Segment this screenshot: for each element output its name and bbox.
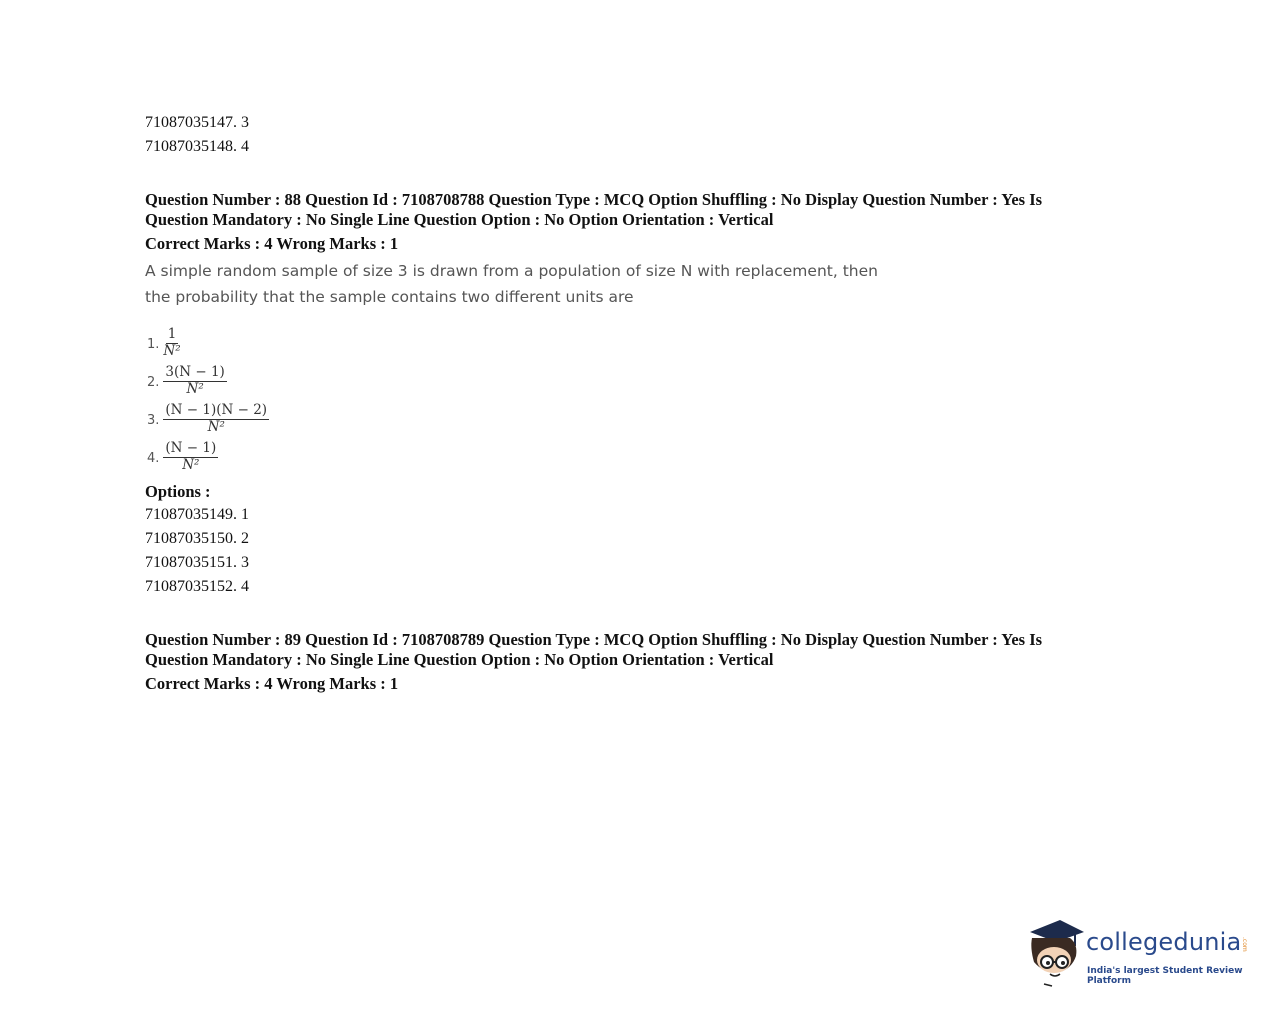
q88-question-text [145, 258, 878, 310]
choice-number: 2. [147, 374, 160, 390]
choice-number: 4. [147, 450, 160, 466]
q88-option-3: 71087035151. 3 [145, 554, 249, 571]
q88-option-1: 71087035149. 1 [145, 506, 249, 523]
fraction [163, 441, 218, 473]
q89-meta [145, 630, 1042, 670]
denominator: N² [207, 419, 225, 435]
denominator: N² [186, 381, 204, 397]
q88-choice-1 [147, 327, 181, 359]
prev-options [145, 111, 249, 159]
fraction [163, 403, 269, 435]
numerator: (N − 1) [165, 440, 217, 456]
numerator: 1 [167, 326, 177, 342]
q88-choice-2 [147, 365, 227, 397]
q89-meta-line1: Question Number : 89 Question Id : 7108708789 Question Type : MCQ Option Shuffling : No Display Question Number : Yes Is [145, 630, 1043, 649]
q88-marks: Correct Marks : 4 Wrong Marks : 1 [145, 234, 399, 253]
choice-number: 3. [147, 412, 160, 428]
numerator: (N − 1)(N − 2) [165, 402, 268, 418]
denominator: N² [163, 343, 181, 359]
q88-meta-line2: Question Mandatory : No Single Line Question Option : No Option Orientation : Vertical [145, 210, 774, 229]
q88-meta [145, 190, 1042, 230]
q88-choice-4 [147, 441, 218, 473]
q88-text-line2: the probability that the sample contains two different units are [145, 288, 634, 306]
choice-number: 1. [147, 336, 160, 352]
denominator: N² [182, 457, 200, 473]
prev-option-1: 71087035147. 3 [145, 114, 249, 131]
q88-option-2: 71087035150. 2 [145, 530, 249, 547]
q89-marks: Correct Marks : 4 Wrong Marks : 1 [145, 674, 399, 693]
q89-meta-line2: Question Mandatory : No Single Line Question Option : No Option Orientation : Vertical [145, 650, 774, 669]
logo-wordmark: collegedunia [1086, 928, 1242, 956]
logo-com: .com [1241, 937, 1248, 952]
q88-options-label: Options : [145, 482, 211, 501]
fraction [163, 365, 226, 397]
logo-tagline: India's largest Student Review Platform [1087, 966, 1243, 986]
numerator: 3(N − 1) [165, 364, 225, 380]
q88-choice-3 [147, 403, 269, 435]
q88-text-line1: A simple random sample of size 3 is drawn from a population of size N with replacement, then [145, 262, 878, 280]
q88-option-4: 71087035152. 4 [145, 578, 249, 595]
prev-option-2: 71087035148. 4 [145, 138, 249, 155]
q88-options [145, 503, 249, 599]
fraction [163, 327, 180, 359]
q88-meta-line1: Question Number : 88 Question Id : 7108708788 Question Type : MCQ Option Shuffling : No Display Question Number : Yes Is [145, 190, 1043, 209]
